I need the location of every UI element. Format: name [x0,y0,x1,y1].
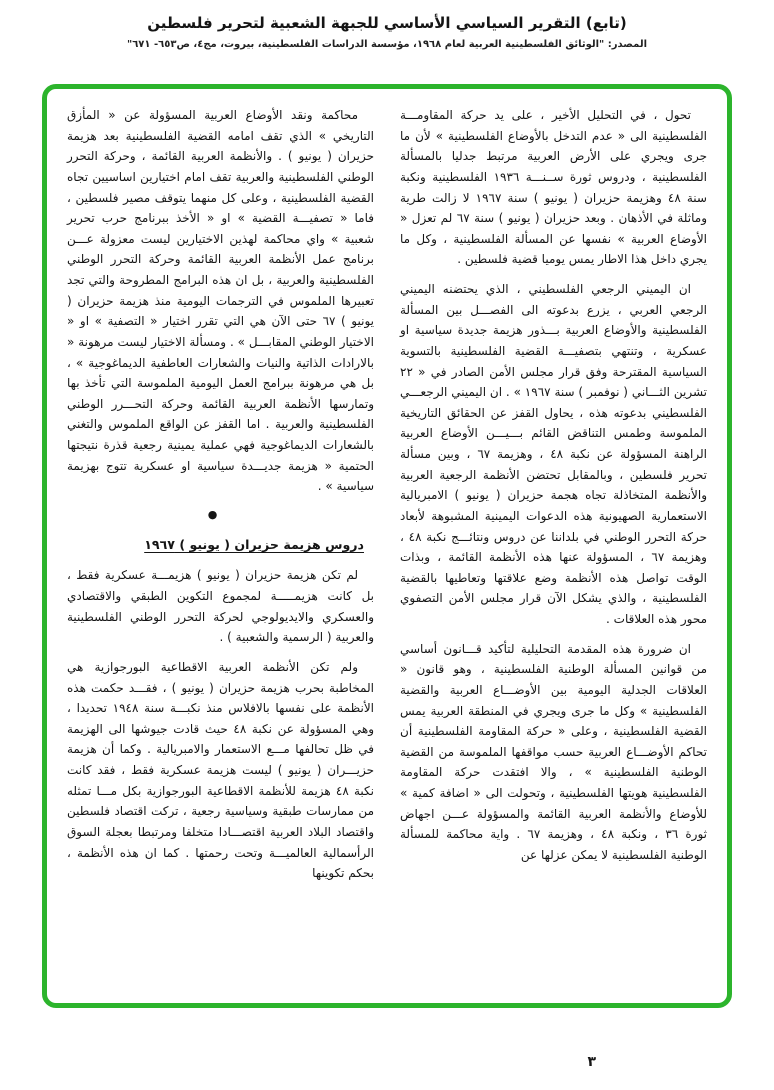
paragraph: ولم تكن الأنظمة العربية الاقطاعية البورجوازية هي المخاطبة بحرب هزيمة حزيران ( يونيو ) ، فقـــد حكمت هذه الأنظمة على نفسها بالافلاس منذ نكبـــة سنة ١٩٤٨ تحديدا ، وهي المسؤولة عن نكبة ٤٨ حيث قادت جيوشها الى الهزيمة في ظل تحالفها مـــع الاستعمار والامبريالية . وكما أن هزيمة حزيـــران ( يونيو ) ليست هزيمة عسكرية فقط ، فقد كانت نكبة ٤٨ هزيمة للأنظمة الاقطاعية البورجوازية بكل مـــا تمثله من ممارسات طبقية وسياسية رجعية ، تركت اقتصاد فلسطين واقتصاد البلاد العربية اقتصـــادا متخلفا ومرتبطا بعجلة السوق الرأسمالية العالميـــة وتحت رحمتها . كما ان هذه الأنظمة ، بحكم تكوينها [67,659,375,881]
paragraph: محاكمة ونقد الأوضاع العربية المسؤولة عن « المأزق التاريخي » الذي تقف امامه القضية الفلسطينية بعد هزيمة حزيران ( يونيو ) . والأنظمة العربية القائمة ، وحركة التحرر الوطني الفلسطينية والعربية تقف امام اختيارين اساسيين تجاه القضية الفلسطينية ، وعلى كل منهما يتوقف مصير فلسطين ، فاما « تصفيـــة القضية » او « الأخذ ببرنامج حرب تحرير شعبية » واي محاكمة لهذين الاختيارين ليست معزولة عـــن برنامج عمل الأنظمة العربية القائمة وحركة التحرر الوطني الفلسطينية والعربية ، بل ان هذه البرامج المطروحة والتي تجد تعبيرها الملموس في الترجمات اليومية منذ هزيمة حزيران ( يونيو ) ٦٧ حتى الآن هي التي تقرر اختيار « التصفية » او « الاختيار الوطني المقابـــل » . ومسألة الاختيار ليست مرهونة « بالارادات الذاتية والنيات والشعارات العاطفية الديماغوجية » ، بل هي مرهونة ببرامج العمل اليومية الملموسة التي تأخذ بها وتمارسها الأنظمة العربية القائمة وحركة التحـــرر الوطني الفلسطينية والعربية . اما القفز عن الواقع الملموس والتغني بالشعارات الديماغوجية فهي عملية يمينية رجعية قذرة نتيجتها الحتمية « هزيمة جديـــدة سياسية او عسكرية تتوج بهزيمة سياسية » . [67,108,374,494]
source-citation: المصدر: "الوثائق الفلسطينية العربية لعام ١٩٦٨، مؤسسة الدراسات الفلسطينية، بيروت، مج٤، ص٦٥٣- ٦٧١" [126,39,648,50]
page-number: ٣ [587,1054,596,1070]
page-header [0,0,774,50]
column-left [67,105,374,991]
section-heading: دروس هزيمة حزيران ( يونيو ) ١٩٦٧ [144,536,364,552]
paragraph: ان اليميني الرجعي الفلسطيني ، الذي يحتضنه اليميني الرجعي العربي ، يزرع بدعوته الى الفصـــل بين المسألة الفلسطينية والأوضاع العربية بـــذور هزيمة جديدة سياسية او عسكرية ، وتنتهي بتصفيـــة القضية الفلسطينية بالتسوية السياسية المقترحة وفق قرار مجلس الأمن الصادر في « ٢٢ تشرين الثـــاني ( نوفمبر ) سنة ١٩٦٧ » . ان اليميني الرجعـــي الفلسطيني بدعوته هذه ، يحاول القفز عن الحقائق التاريخية الملموسة وطمس التناقض القائم بـــيـــن الأوضاع العربية الراهنة المسؤولة عن نكبة ٤٨ ، وهزيمة ٦٧ ، وبين مسألة تحرير فلسطين ، وبالمقابل تحتضن الأنظمة الرجعية العربية والأنظمة المتخاذلة تجاه هجمة حزيران ( يونيو ) الامبريالية الاستعمارية الصهيونية هذه الدعوات اليمينية المشبوهة لأبعاد حركة التحرر الوطني في بلداننا عن دروس ونتائـــج نكبة ٤٨ ، وهزيمة ٦٧ ، المسؤولة عنها هذه الأنظمة القائمة ، وبذات الوقت تواصل هذه الأنظمة وضع علاقتها وتعاطيها بالقضية الفلسطينية ، والذي يشكل الآن قرار مجلس الأمن التصفوي محور هذه العلاقات . [400,282,708,626]
green-border-frame [42,84,732,1008]
column-right [400,105,707,991]
section-divider-dot: ● [207,507,218,521]
text-columns [67,105,707,991]
document-title: (تابع) التقرير السياسي الأساسي للجبهة الشعبية لتحرير فلسطين [147,14,627,32]
paragraph: ان ضرورة هذه المقدمة التحليلية لتأكيد قـــانون أساسي من قوانين المسألة الوطنية الفلسطينية ، وهو قانون « العلاقات الجدلية اليومية بين الأوضـــاع العربية والقضية الفلسطينية » وكل ما جرى ويجري في المنطقة العربية يمس القضية الفلسطينية ، وعلى « حركة المقاومة الفلسطينية أن تحاكم الأوضـــاع العربية حسب مواقفها الملموسة من القضية الوطنية الفلسطينية » ، والا افتقدت حركة المقاومة الفلسطينية هويتها الفلسطينية ، وتحولت الى « اضافة كمية » للأوضاع والأنظمة العربية القائمة والمسؤولة عـــن اجهاض ثورة ٣٦ ، ونكبة ٤٨ ، وهزيمة ٦٧ . واية محاكمة للمسألة الوطنية الفلسطينية لا يمكن عزلها عن [400,641,708,862]
paragraph: تحول ، في التحليل الأخير ، على يد حركة المقاومـــة الفلسطينية الى « عدم التدخل بالأوضاع الفلسطينية » لأن ما جرى ويجري على الأرض العربية مرتبط جدليا بالمسألة الفلسطينية ، ودروس ثورة ســنـــة ١٩٣٦ الفلسطينية ونكبة سنة ٤٨ وهزيمة حزيران ( يونيو ) سنة ١٩٦٧ لا زالت طرية وماثلة في الأذهان . وبعد حزيران ( يونيو ) سنة ٦٧ لم تعزل « الأوضاع العربية » نفسها عن المسألة الفلسطينية ، وكل ما يجري داخل هذا الاطار يمس يوميا قضية فلسطين . [400,108,707,267]
paragraph: لم تكن هزيمة حزيران ( يونيو ) هزيمـــة عسكرية فقط ، بل كانت هزيمـــــة لمجموع التكوين الطبقي والاقتصادي والعسكري والايديولوجي لحركة التحرر الوطني الفلسطينية والعربية ( الرسمية والشعبية ) . [67,568,374,645]
